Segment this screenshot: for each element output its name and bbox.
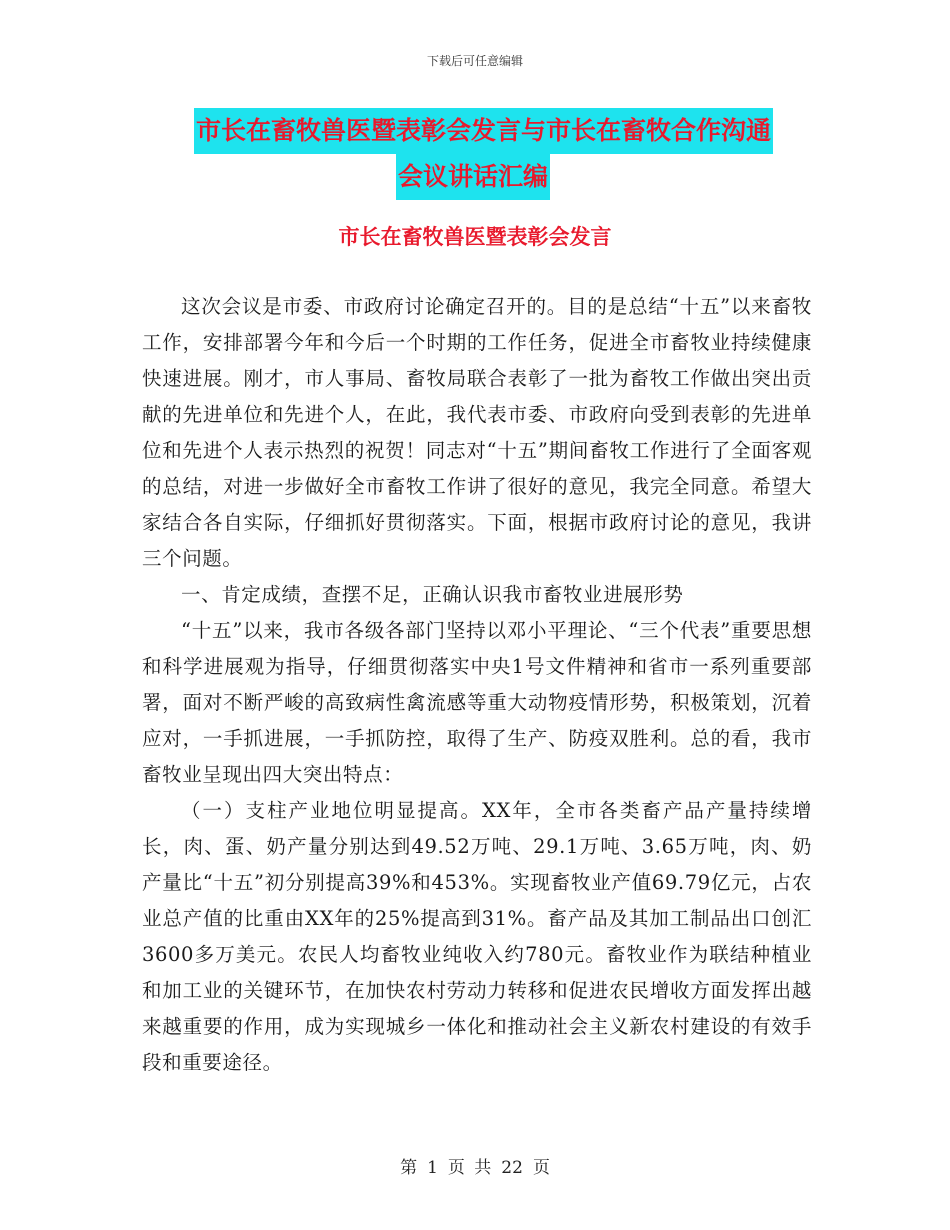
page-number: 1 [427, 1158, 438, 1178]
footer-prefix: 第 [400, 1158, 418, 1178]
section-title: 市长在畜牧兽医暨表彰会发言 [338, 225, 612, 249]
footer-middle: 页 共 [447, 1158, 492, 1178]
paragraph-heading: 一、肯定成绩，查摆不足，正确认识我市畜牧业进展形势 [181, 583, 684, 606]
body-text [142, 289, 812, 1081]
header-note: 下载后可任意编辑 [426, 54, 523, 68]
paragraph: “十五”以来，我市各级各部门坚持以邓小平理论、“三个代表”重要思想和科学进展观为指导，仔细贯彻落实中央1号文件精神和省市一系列重要部署，面对不断严峻的高致病性禽流感等重大动物疫情形势，积极策划，沉着应对，一手抓进展，一手抓防控，取得了生产、防疫双胜利。总的看，我市畜牧业呈现出四大突出特点： [142, 619, 812, 786]
paragraph: （一）支柱产业地位明显提高。XX年，全市各类畜产品产量持续增长，肉、蛋、奶产量分别达到49.52万吨、29.1万吨、3.65万吨，肉、奶产量比“十五”初分别提高39%和453%。实现畜牧业产值69.79亿元，占农业总产值的比重由XX年的25%提高到31%。畜产品及其加工制品出口创汇3600多万美元。农民人均畜牧业纯收入约780元。畜牧业作为联结种植业和加工业的关键环节，在加快农村劳动力转移和促进农民增收方面发挥出越来越重要的作用，成为实现城乡一体化和推动社会主义新农村建设的有效手段和重要途径。 [142, 799, 812, 1074]
page-footer [0, 1153, 950, 1178]
paragraph: 这次会议是市委、市政府讨论确定召开的。目的是总结“十五”以来畜牧工作，安排部署今年和今后一个时期的工作任务，促进全市畜牧业持续健康快速进展。刚才，市人事局、畜牧局联合表彰了一批为畜牧工作做出突出贡献的先进单位和先进个人，在此，我代表市委、市政府向受到表彰的先进单位和先进个人表示热烈的祝贺！同志对“十五”期间畜牧工作进行了全面客观的总结，对进一步做好全市畜牧工作讲了很好的意见，我完全同意。希望大家结合各自实际，仔细抓好贯彻落实。下面，根据市政府讨论的意见，我讲三个问题。 [142, 295, 812, 570]
footer-suffix: 页 [532, 1158, 550, 1178]
total-pages: 22 [501, 1158, 523, 1178]
document-title-line-2: 会议讲话汇编 [396, 154, 550, 200]
document-title-line-1: 市长在畜牧兽医暨表彰会发言与市长在畜牧合作沟通 [194, 108, 773, 154]
